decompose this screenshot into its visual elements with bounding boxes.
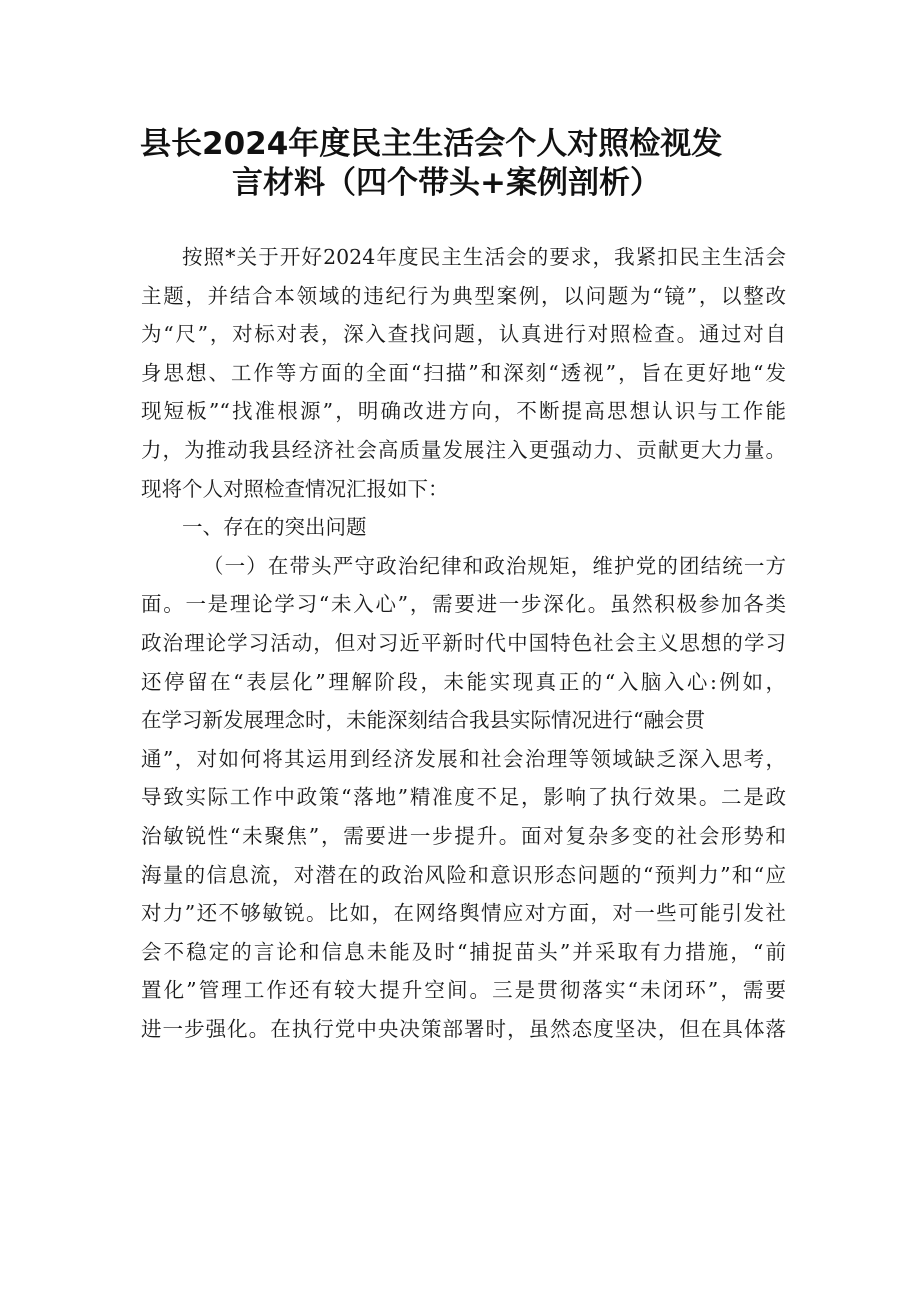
paragraph-line: 会不稳定的言论和信息未能及时“捕捉苗头”并采取有力措施，“前 (141, 939, 786, 964)
paragraph-line: 对力”还不够敏锐。比如，在网络舆情应对方面，对一些可能引发社 (141, 901, 786, 926)
paragraph-line: 政治理论学习活动，但对习近平新时代中国特色社会主义思想的学习 (141, 630, 786, 655)
paragraph-line: 海量的信息流，对潜在的政治风险和意识形态问题的“预判力”和“应 (141, 862, 786, 887)
paragraph-line: 身思想、工作等方面的全面“扫描”和深刻“透视”，旨在更好地“发 (141, 360, 786, 385)
paragraph-line: 进一步强化。在执行党中央决策部署时，虽然态度坚决，但在具体落 (141, 1016, 786, 1041)
paragraph-line: 置化”管理工作还有较大提升空间。三是贯彻落实“未闭环”，需要 (141, 978, 786, 1003)
paragraph-line: （一）在带头严守政治纪律和政治规矩，维护党的团结统一方 (203, 553, 786, 578)
paragraph-line: 现短板”“找准根源”，明确改进方向，不断提高思想认识与工作能 (141, 399, 786, 424)
paragraph-line: 主题，并结合本领域的违纪行为典型案例，以问题为“镜”，以整改 (141, 283, 786, 308)
paragraph-line: 还停留在“表层化”理解阶段，未能实现真正的“入脑入心:例如， (141, 669, 786, 694)
paragraph-line: 导致实际工作中政策“落地”精准度不足，影响了执行效果。二是政 (141, 785, 786, 810)
paragraph-line: 面。一是理论学习“未入心”，需要进一步深化。虽然积极参加各类 (141, 592, 786, 617)
document-title-line-1: 县长2024年度民主生活会个人对照检视发 (140, 126, 723, 162)
document-body (141, 238, 786, 1048)
paragraph-line: 按照*关于开好2024年度民主生活会的要求，我紧扣民主生活会 (182, 245, 786, 269)
paragraph-line: 在学习新发展理念时，未能深刻结合我县实际情况进行“融会贯 (141, 708, 705, 733)
section-heading: 一、存在的突出问题 (182, 515, 367, 540)
document-title-line-2: 言材料（四个带头+案例剖析） (232, 165, 661, 201)
paragraph-line: 现将个人对照检查情况汇报如下： (141, 476, 449, 501)
paragraph-line: 为“尺”，对标对表，深入查找问题，认真进行对照检查。通过对自 (141, 322, 786, 347)
paragraph-line: 治敏锐性“未聚焦”，需要进一步提升。面对复杂多变的社会形势和 (141, 823, 786, 848)
paragraph-line: 通”，对如何将其运用到经济发展和社会治理等领域缺乏深入思考， (141, 746, 786, 771)
paragraph-line: 力，为推动我县经济社会高质量发展注入更强动力、贡献更大力量。 (141, 437, 786, 462)
